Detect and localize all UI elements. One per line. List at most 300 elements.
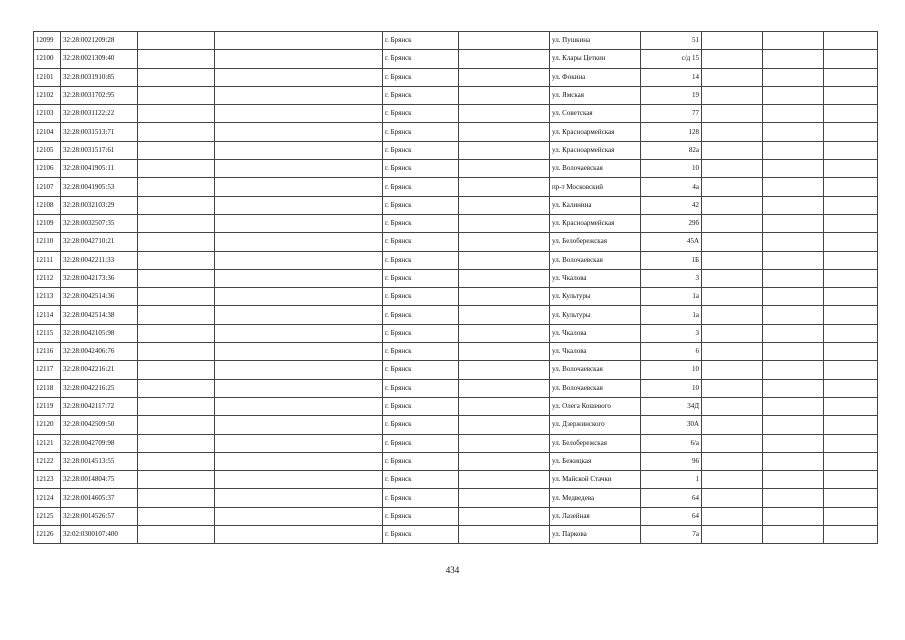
- cadastral-number-cell: 32:28:0042211:33: [61, 251, 138, 269]
- table-row: [34, 379, 878, 397]
- empty-cell: [824, 306, 878, 324]
- street-cell: ул. Белобережская: [550, 233, 641, 251]
- city-cell: г. Брянск: [383, 251, 459, 269]
- row-number-cell: 12105: [34, 141, 61, 159]
- empty-cell: [215, 471, 383, 489]
- empty-cell: [138, 324, 215, 342]
- empty-cell: [138, 178, 215, 196]
- empty-cell: [459, 288, 550, 306]
- empty-cell: [702, 434, 763, 452]
- city-cell: г. Брянск: [383, 214, 459, 232]
- house-number-cell: 77: [641, 105, 702, 123]
- cadastral-number-cell: 32:28:0042117:72: [61, 397, 138, 415]
- empty-cell: [763, 32, 824, 50]
- empty-cell: [215, 141, 383, 159]
- empty-cell: [763, 489, 824, 507]
- empty-cell: [215, 526, 383, 544]
- empty-cell: [459, 471, 550, 489]
- house-number-cell: 42: [641, 196, 702, 214]
- cadastral-number-cell: 32:28:0042173:36: [61, 269, 138, 287]
- house-number-cell: 4а: [641, 178, 702, 196]
- cadastral-number-cell: 32:02:0300107:400: [61, 526, 138, 544]
- empty-cell: [138, 86, 215, 104]
- empty-cell: [138, 416, 215, 434]
- empty-cell: [763, 105, 824, 123]
- row-number-cell: 12120: [34, 416, 61, 434]
- empty-cell: [763, 306, 824, 324]
- empty-cell: [138, 160, 215, 178]
- city-cell: г. Брянск: [383, 68, 459, 86]
- street-cell: ул. Чкалова: [550, 324, 641, 342]
- empty-cell: [824, 324, 878, 342]
- empty-cell: [824, 288, 878, 306]
- empty-cell: [702, 361, 763, 379]
- empty-cell: [763, 214, 824, 232]
- house-number-cell: 51: [641, 32, 702, 50]
- house-number-cell: 10: [641, 379, 702, 397]
- empty-cell: [763, 526, 824, 544]
- empty-cell: [138, 379, 215, 397]
- empty-cell: [824, 452, 878, 470]
- street-cell: ул. Белобережская: [550, 434, 641, 452]
- row-number-cell: 12118: [34, 379, 61, 397]
- empty-cell: [763, 178, 824, 196]
- cadastral-number-cell: 32:28:0041905:11: [61, 160, 138, 178]
- row-number-cell: 12112: [34, 269, 61, 287]
- house-number-cell: 96: [641, 452, 702, 470]
- empty-cell: [215, 361, 383, 379]
- empty-cell: [702, 489, 763, 507]
- empty-cell: [459, 434, 550, 452]
- empty-cell: [138, 32, 215, 50]
- cadastral-number-cell: 32:28:0014526:57: [61, 507, 138, 525]
- row-number-cell: 12110: [34, 233, 61, 251]
- table-row: [34, 50, 878, 68]
- empty-cell: [824, 416, 878, 434]
- row-number-cell: 12104: [34, 123, 61, 141]
- city-cell: г. Брянск: [383, 343, 459, 361]
- street-cell: ул. Чкалова: [550, 343, 641, 361]
- empty-cell: [702, 160, 763, 178]
- cadastral-number-cell: 32:28:0031702:95: [61, 86, 138, 104]
- empty-cell: [763, 269, 824, 287]
- empty-cell: [702, 86, 763, 104]
- empty-cell: [138, 471, 215, 489]
- empty-cell: [215, 507, 383, 525]
- city-cell: г. Брянск: [383, 105, 459, 123]
- empty-cell: [459, 86, 550, 104]
- street-cell: ул. Культуры: [550, 306, 641, 324]
- empty-cell: [702, 269, 763, 287]
- city-cell: г. Брянск: [383, 507, 459, 525]
- empty-cell: [824, 32, 878, 50]
- empty-cell: [215, 160, 383, 178]
- empty-cell: [215, 489, 383, 507]
- cadastral-number-cell: 32:28:0032103:29: [61, 196, 138, 214]
- empty-cell: [459, 233, 550, 251]
- empty-cell: [702, 288, 763, 306]
- table-row: [34, 324, 878, 342]
- empty-cell: [763, 416, 824, 434]
- table-row: [34, 68, 878, 86]
- empty-cell: [459, 50, 550, 68]
- cadastral-number-cell: 32:28:0021209:28: [61, 32, 138, 50]
- table-row: [34, 507, 878, 525]
- street-cell: ул. Калинина: [550, 196, 641, 214]
- empty-cell: [702, 306, 763, 324]
- cadastral-number-cell: 32:28:0042406:76: [61, 343, 138, 361]
- cadastral-number-cell: 32:28:0042710:21: [61, 233, 138, 251]
- empty-cell: [138, 306, 215, 324]
- empty-cell: [215, 324, 383, 342]
- empty-cell: [824, 397, 878, 415]
- house-number-cell: 1Б: [641, 251, 702, 269]
- empty-cell: [138, 214, 215, 232]
- empty-cell: [138, 507, 215, 525]
- house-number-cell: 34Д: [641, 397, 702, 415]
- empty-cell: [459, 416, 550, 434]
- table-row: [34, 86, 878, 104]
- table-row: [34, 196, 878, 214]
- empty-cell: [215, 343, 383, 361]
- empty-cell: [215, 178, 383, 196]
- empty-cell: [702, 324, 763, 342]
- city-cell: г. Брянск: [383, 489, 459, 507]
- empty-cell: [459, 343, 550, 361]
- empty-cell: [138, 68, 215, 86]
- house-number-cell: с/д 15: [641, 50, 702, 68]
- house-number-cell: 3: [641, 269, 702, 287]
- row-number-cell: 12123: [34, 471, 61, 489]
- empty-cell: [459, 452, 550, 470]
- empty-cell: [763, 379, 824, 397]
- city-cell: г. Брянск: [383, 141, 459, 159]
- row-number-cell: 12116: [34, 343, 61, 361]
- city-cell: г. Брянск: [383, 32, 459, 50]
- street-cell: ул. Пушкина: [550, 32, 641, 50]
- register-table: [33, 31, 878, 544]
- empty-cell: [763, 50, 824, 68]
- city-cell: г. Брянск: [383, 269, 459, 287]
- empty-cell: [702, 68, 763, 86]
- empty-cell: [215, 434, 383, 452]
- house-number-cell: 19: [641, 86, 702, 104]
- street-cell: ул. Олега Кошевого: [550, 397, 641, 415]
- empty-cell: [459, 178, 550, 196]
- empty-cell: [763, 141, 824, 159]
- city-cell: г. Брянск: [383, 416, 459, 434]
- street-cell: ул. Лазейная: [550, 507, 641, 525]
- row-number-cell: 12109: [34, 214, 61, 232]
- table-row: [34, 32, 878, 50]
- row-number-cell: 12103: [34, 105, 61, 123]
- empty-cell: [763, 434, 824, 452]
- empty-cell: [459, 306, 550, 324]
- row-number-cell: 12106: [34, 160, 61, 178]
- row-number-cell: 12108: [34, 196, 61, 214]
- street-cell: ул. Фокина: [550, 68, 641, 86]
- row-number-cell: 12126: [34, 526, 61, 544]
- empty-cell: [824, 471, 878, 489]
- empty-cell: [763, 471, 824, 489]
- empty-cell: [763, 196, 824, 214]
- house-number-cell: 29б: [641, 214, 702, 232]
- city-cell: г. Брянск: [383, 86, 459, 104]
- house-number-cell: 10: [641, 361, 702, 379]
- empty-cell: [702, 178, 763, 196]
- cadastral-number-cell: 32:28:0014605:37: [61, 489, 138, 507]
- house-number-cell: 45А: [641, 233, 702, 251]
- house-number-cell: 3: [641, 324, 702, 342]
- empty-cell: [215, 233, 383, 251]
- empty-cell: [138, 288, 215, 306]
- empty-cell: [215, 196, 383, 214]
- house-number-cell: 64: [641, 489, 702, 507]
- table-row: [34, 214, 878, 232]
- street-cell: ул. Волочаевская: [550, 251, 641, 269]
- table-row: [34, 288, 878, 306]
- empty-cell: [459, 397, 550, 415]
- empty-cell: [702, 471, 763, 489]
- empty-cell: [215, 251, 383, 269]
- empty-cell: [215, 86, 383, 104]
- empty-cell: [138, 526, 215, 544]
- row-number-cell: 12099: [34, 32, 61, 50]
- row-number-cell: 12124: [34, 489, 61, 507]
- empty-cell: [215, 416, 383, 434]
- empty-cell: [763, 160, 824, 178]
- empty-cell: [702, 123, 763, 141]
- table-row: [34, 452, 878, 470]
- empty-cell: [215, 32, 383, 50]
- empty-cell: [459, 526, 550, 544]
- table-row: [34, 123, 878, 141]
- cadastral-number-cell: 32:28:0042216:21: [61, 361, 138, 379]
- empty-cell: [138, 361, 215, 379]
- row-number-cell: 12113: [34, 288, 61, 306]
- empty-cell: [702, 251, 763, 269]
- street-cell: ул. Бежицкая: [550, 452, 641, 470]
- cadastral-number-cell: 32:28:0042509:50: [61, 416, 138, 434]
- table-row: [34, 343, 878, 361]
- empty-cell: [702, 105, 763, 123]
- table-row: [34, 178, 878, 196]
- city-cell: г. Брянск: [383, 452, 459, 470]
- empty-cell: [215, 50, 383, 68]
- city-cell: г. Брянск: [383, 379, 459, 397]
- empty-cell: [215, 288, 383, 306]
- empty-cell: [824, 379, 878, 397]
- table-row: [34, 306, 878, 324]
- empty-cell: [824, 105, 878, 123]
- empty-cell: [138, 196, 215, 214]
- empty-cell: [459, 269, 550, 287]
- street-cell: ул. Волочаевская: [550, 379, 641, 397]
- empty-cell: [215, 269, 383, 287]
- empty-cell: [763, 507, 824, 525]
- empty-cell: [763, 233, 824, 251]
- city-cell: г. Брянск: [383, 233, 459, 251]
- street-cell: ул. Культуры: [550, 288, 641, 306]
- empty-cell: [824, 86, 878, 104]
- empty-cell: [763, 251, 824, 269]
- empty-cell: [138, 50, 215, 68]
- cadastral-number-cell: 32:28:0031122:22: [61, 105, 138, 123]
- empty-cell: [763, 68, 824, 86]
- empty-cell: [824, 178, 878, 196]
- row-number-cell: 12115: [34, 324, 61, 342]
- cadastral-number-cell: 32:28:0042514:38: [61, 306, 138, 324]
- empty-cell: [138, 397, 215, 415]
- city-cell: г. Брянск: [383, 361, 459, 379]
- empty-cell: [763, 123, 824, 141]
- city-cell: г. Брянск: [383, 324, 459, 342]
- empty-cell: [459, 507, 550, 525]
- empty-cell: [824, 160, 878, 178]
- row-number-cell: 12125: [34, 507, 61, 525]
- empty-cell: [824, 434, 878, 452]
- empty-cell: [824, 196, 878, 214]
- row-number-cell: 12111: [34, 251, 61, 269]
- table-row: [34, 471, 878, 489]
- empty-cell: [824, 68, 878, 86]
- empty-cell: [702, 214, 763, 232]
- empty-cell: [138, 233, 215, 251]
- empty-cell: [824, 526, 878, 544]
- table-row: [34, 361, 878, 379]
- house-number-cell: 14: [641, 68, 702, 86]
- street-cell: ул. Волочаевская: [550, 361, 641, 379]
- empty-cell: [763, 397, 824, 415]
- empty-cell: [138, 489, 215, 507]
- row-number-cell: 12102: [34, 86, 61, 104]
- empty-cell: [138, 434, 215, 452]
- table-body: [34, 32, 878, 544]
- street-cell: пр-т Московский: [550, 178, 641, 196]
- street-cell: ул. Красноармейская: [550, 123, 641, 141]
- empty-cell: [138, 452, 215, 470]
- empty-cell: [824, 507, 878, 525]
- city-cell: г. Брянск: [383, 178, 459, 196]
- city-cell: г. Брянск: [383, 288, 459, 306]
- row-number-cell: 12119: [34, 397, 61, 415]
- empty-cell: [138, 343, 215, 361]
- empty-cell: [763, 86, 824, 104]
- empty-cell: [763, 324, 824, 342]
- table-row: [34, 434, 878, 452]
- empty-cell: [702, 233, 763, 251]
- table-row: [34, 233, 878, 251]
- page-number: 434: [445, 565, 460, 575]
- empty-cell: [459, 141, 550, 159]
- row-number-cell: 12121: [34, 434, 61, 452]
- cadastral-number-cell: 32:28:0014513:55: [61, 452, 138, 470]
- empty-cell: [702, 397, 763, 415]
- empty-cell: [824, 489, 878, 507]
- table-row: [34, 526, 878, 544]
- city-cell: г. Брянск: [383, 434, 459, 452]
- empty-cell: [215, 105, 383, 123]
- city-cell: г. Брянск: [383, 123, 459, 141]
- cadastral-number-cell: 32:28:0042216:25: [61, 379, 138, 397]
- empty-cell: [138, 269, 215, 287]
- table-row: [34, 141, 878, 159]
- row-number-cell: 12101: [34, 68, 61, 86]
- empty-cell: [702, 32, 763, 50]
- empty-cell: [824, 233, 878, 251]
- empty-cell: [702, 452, 763, 470]
- empty-cell: [215, 379, 383, 397]
- empty-cell: [824, 123, 878, 141]
- cadastral-number-cell: 32:28:0014804:75: [61, 471, 138, 489]
- empty-cell: [459, 324, 550, 342]
- cadastral-number-cell: 32:28:0021309:40: [61, 50, 138, 68]
- street-cell: ул. Красноармейская: [550, 214, 641, 232]
- empty-cell: [459, 196, 550, 214]
- table-row: [34, 105, 878, 123]
- street-cell: ул. Советская: [550, 105, 641, 123]
- empty-cell: [702, 196, 763, 214]
- cadastral-number-cell: 32:28:0042105:98: [61, 324, 138, 342]
- table-row: [34, 251, 878, 269]
- street-cell: ул. Клары Цеткин: [550, 50, 641, 68]
- table-row: [34, 269, 878, 287]
- empty-cell: [459, 105, 550, 123]
- street-cell: ул. Волочаевская: [550, 160, 641, 178]
- empty-cell: [459, 123, 550, 141]
- house-number-cell: 10: [641, 160, 702, 178]
- house-number-cell: 30А: [641, 416, 702, 434]
- empty-cell: [824, 50, 878, 68]
- empty-cell: [824, 251, 878, 269]
- city-cell: г. Брянск: [383, 50, 459, 68]
- cadastral-number-cell: 32:28:0042709:98: [61, 434, 138, 452]
- street-cell: ул. Дзержинского: [550, 416, 641, 434]
- empty-cell: [763, 343, 824, 361]
- empty-cell: [138, 123, 215, 141]
- empty-cell: [459, 214, 550, 232]
- house-number-cell: 1а: [641, 288, 702, 306]
- empty-cell: [215, 68, 383, 86]
- street-cell: ул. Ямская: [550, 86, 641, 104]
- empty-cell: [138, 141, 215, 159]
- empty-cell: [459, 379, 550, 397]
- cadastral-number-cell: 32:28:0031513:71: [61, 123, 138, 141]
- cadastral-number-cell: 32:28:0042514:36: [61, 288, 138, 306]
- table-row: [34, 397, 878, 415]
- empty-cell: [138, 251, 215, 269]
- empty-cell: [459, 489, 550, 507]
- city-cell: г. Брянск: [383, 160, 459, 178]
- city-cell: г. Брянск: [383, 471, 459, 489]
- empty-cell: [824, 141, 878, 159]
- street-cell: ул. Чкалова: [550, 269, 641, 287]
- empty-cell: [702, 526, 763, 544]
- empty-cell: [215, 214, 383, 232]
- empty-cell: [215, 397, 383, 415]
- cadastral-number-cell: 32:28:0031517:61: [61, 141, 138, 159]
- city-cell: г. Брянск: [383, 526, 459, 544]
- row-number-cell: 12122: [34, 452, 61, 470]
- empty-cell: [763, 361, 824, 379]
- table-row: [34, 416, 878, 434]
- empty-cell: [824, 269, 878, 287]
- empty-cell: [824, 361, 878, 379]
- empty-cell: [459, 160, 550, 178]
- cadastral-number-cell: 32:28:0041905:53: [61, 178, 138, 196]
- house-number-cell: 1: [641, 471, 702, 489]
- city-cell: г. Брянск: [383, 397, 459, 415]
